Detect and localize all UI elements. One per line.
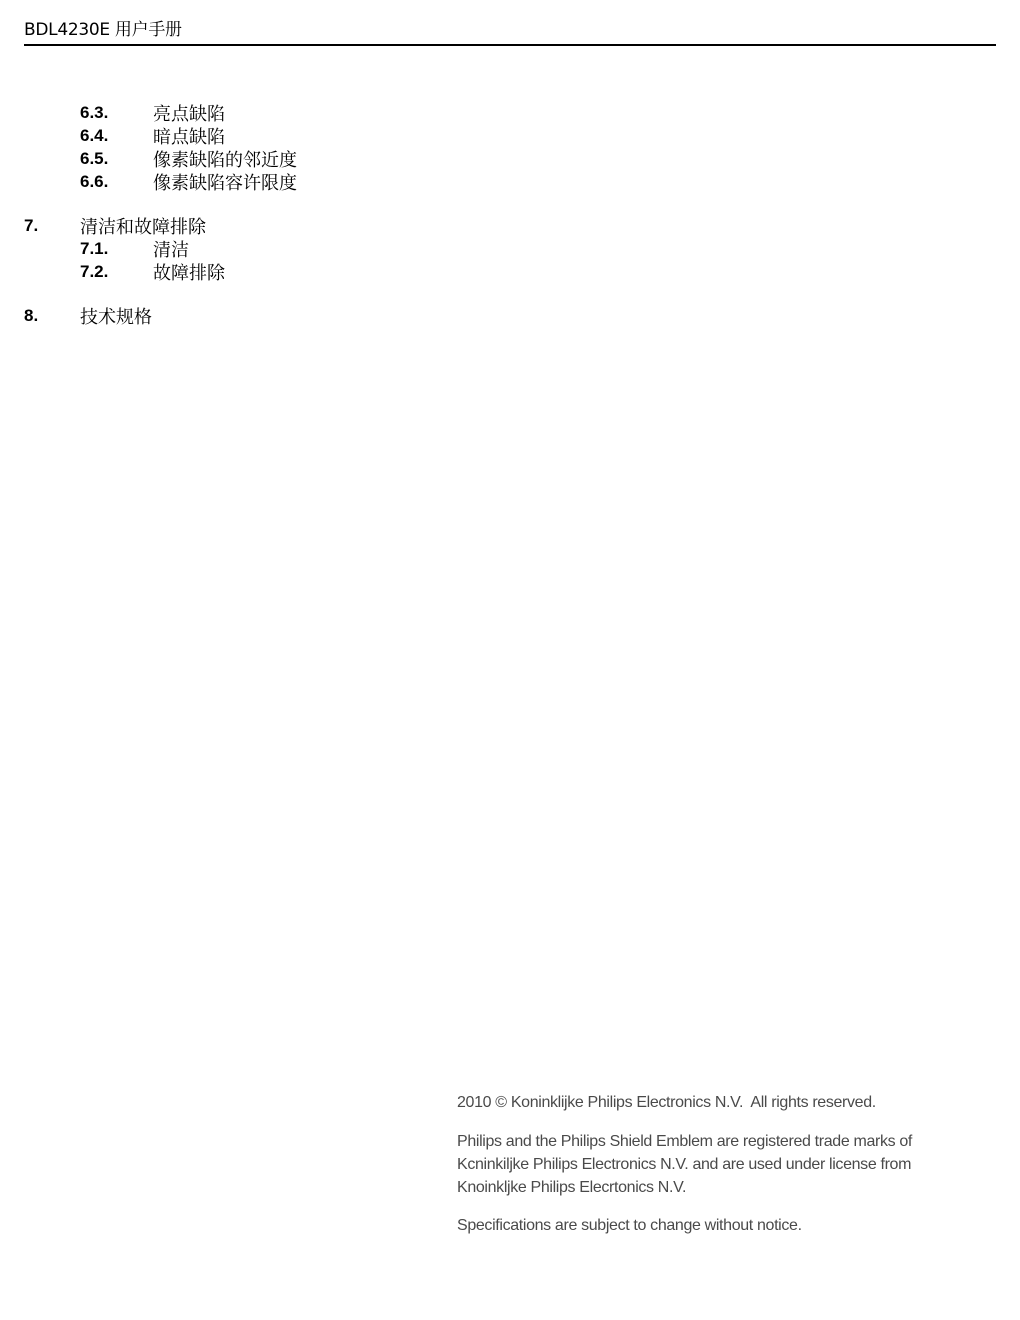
- toc-entry-title: 像素缺陷的邻近度: [153, 149, 297, 171]
- toc-section-title: 技术规格: [80, 306, 152, 328]
- toc-entry-number: 6.6.: [80, 171, 109, 191]
- trademark-line: Philips and the Philips Shield Emblem are registered trade marks of: [457, 1133, 913, 1150]
- table-of-contents: [0, 101, 600, 327]
- toc-entry-number: 6.5.: [80, 148, 109, 168]
- legal-notice: [457, 1092, 1017, 1237]
- copyright-line: 2010 © Koninklijke Philips Electronics N.V. All rights reserved.: [457, 1094, 876, 1111]
- toc-section-7: [0, 214, 600, 237]
- toc-entry-7-1: [0, 237, 600, 260]
- toc-entry-number: 6.3.: [80, 102, 109, 122]
- toc-entry-title: 暗点缺陷: [153, 126, 225, 148]
- toc-group-section-6-continued: [0, 101, 600, 193]
- toc-entry-title: 像素缺陷容许限度: [153, 172, 297, 194]
- toc-section-number: 8.: [24, 305, 39, 325]
- toc-entry-number: 7.2.: [80, 261, 109, 281]
- toc-section-number: 7.: [24, 215, 39, 235]
- toc-section-title: 清洁和故障排除: [80, 216, 206, 238]
- trademark-line: Kcninkiljke Philips Electronics N.V. and are used under license from: [457, 1156, 912, 1173]
- toc-group-section-7: [0, 214, 600, 283]
- toc-entry-6-6: [0, 170, 600, 193]
- page-header-title: BDL4230E 用户手册: [24, 20, 182, 40]
- toc-entry-6-5: [0, 147, 600, 170]
- toc-entry-number: 7.1.: [80, 238, 109, 258]
- toc-group-section-8: [0, 304, 600, 327]
- toc-entry-title: 故障排除: [153, 262, 225, 284]
- toc-entry-title: 亮点缺陷: [153, 103, 225, 125]
- header-divider: [24, 44, 996, 46]
- toc-entry-6-3: [0, 101, 600, 124]
- toc-entry-number: 6.4.: [80, 125, 109, 145]
- specifications-notice: Specifications are subject to change without notice.: [457, 1217, 802, 1234]
- toc-entry-title: 清洁: [153, 239, 189, 261]
- toc-entry-6-4: [0, 124, 600, 147]
- toc-entry-7-2: [0, 260, 600, 283]
- trademark-line: Knoinkljke Philips Elecrtonics N.V.: [457, 1179, 687, 1196]
- toc-section-8: [0, 304, 600, 327]
- trademark-notice: [457, 1130, 1017, 1199]
